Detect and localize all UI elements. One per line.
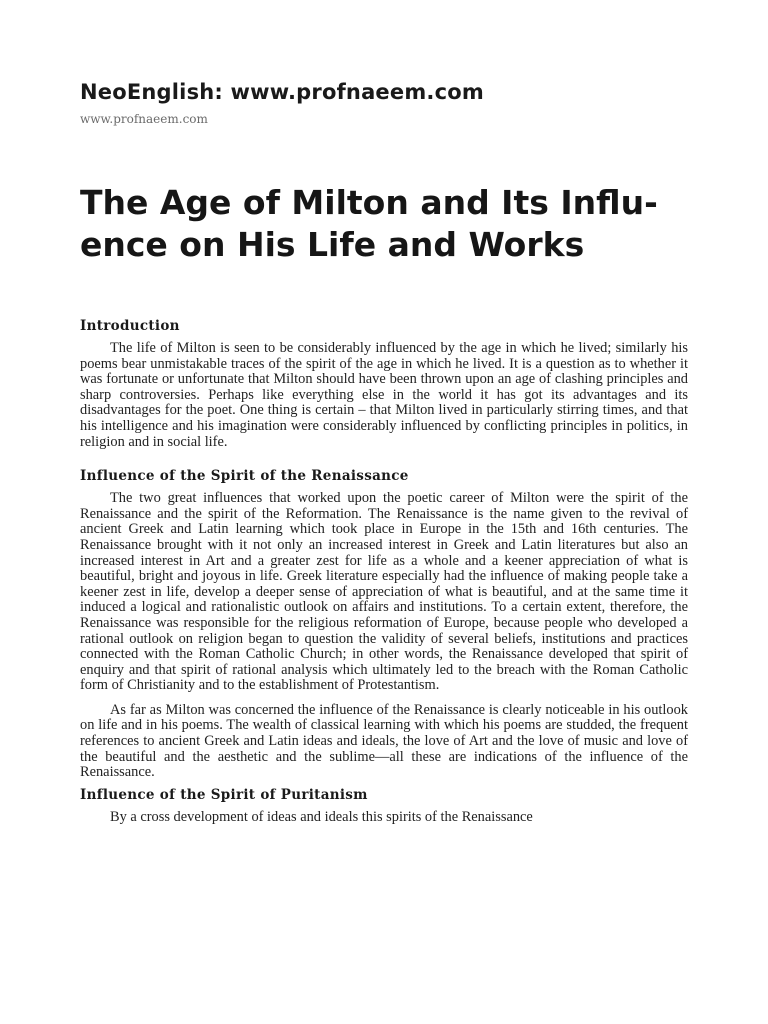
section-heading-introduction: Introduction: [80, 318, 180, 334]
article-body: [80, 318, 688, 825]
section-puritanism: [80, 787, 688, 826]
section-heading-renaissance: Influence of the Spirit of the Renaissance: [80, 468, 409, 485]
page-title: [80, 182, 700, 266]
paragraph-renaissance-1: The two great influences that worked upon the poetic career of Milton were the spirit of the Renaissance and the spirit of the Reformation. The Renaissance is the name given to the revival of ancient Greek and Latin learning which took place in Europe in the 15th and 16th centuries. The Renaissance brought with it not only an increased interest in Greek and Latin literatures but also an increased interest in Art and a greater zest for life as a whole and a keener appreciation of what is beautiful, bright and joyous in life. Greek literature especially had the influence of making people take a keener zest in life, develop a deeper sense of appreciation of what is beautiful, and at the same time it induced a logical and rationalistic outlook on affairs and institutions. To a certain extent, therefore, the Renaissance was responsible for the religious reformation of Europe, because people who developed a rational outlook on religion began to question the validity of several beliefs, institutions and practices connected with the Roman Catholic Church; in other words, the Renaissance developed that spirit of enquiry and that spirit of rational analysis which ultimately led to the breach with the Roman Catholic form of Christianity and to the establishment of Protestantism.: [80, 490, 688, 694]
section-introduction: [80, 318, 688, 450]
page-title-line-2: ence on His Life and Works: [80, 225, 585, 264]
page-title-line-1: The Age of Milton and Its Influ-: [80, 183, 658, 222]
paragraph-introduction: The life of Milton is seen to be considerably influenced by the age in which he lived; similarly his poems bear unmistakable traces of the spirit of the age in which he lived. It is a question as to whether it was fortunate or unfortunate that Milton should have been thrown upon an age of clashing principles and sharp controversies. Perhaps like everything else in the world it has got its advantages and its disadvantages for the poet. One thing is certain – that Milton lived in particularly stirring times, and that his intelligence and his imagination were considerably influenced by conflicting principles in politics, in religion and in social life.: [80, 340, 688, 450]
site-url: www.profnaeem.com: [80, 112, 208, 126]
section-renaissance: [80, 468, 688, 781]
paragraph-puritanism-1: By a cross development of ideas and ideals this spirits of the Renaissance: [110, 808, 533, 825]
paragraph-renaissance-2: As far as Milton was concerned the influence of the Renaissance is clearly noticeable in his outlook on life and in his poems. The wealth of classical learning with which his poems are studded, the frequent references to ancient Greek and Latin ideas and ideals, the love of Art and the love of music and love of the beautiful and the aesthetic and the sublime—all these are indications of the influence of the Renaissance.: [80, 701, 688, 781]
section-heading-puritanism: Influence of the Spirit of Puritanism: [80, 786, 368, 803]
site-title: NeoEnglish: www.profnaeem.com: [80, 80, 484, 104]
